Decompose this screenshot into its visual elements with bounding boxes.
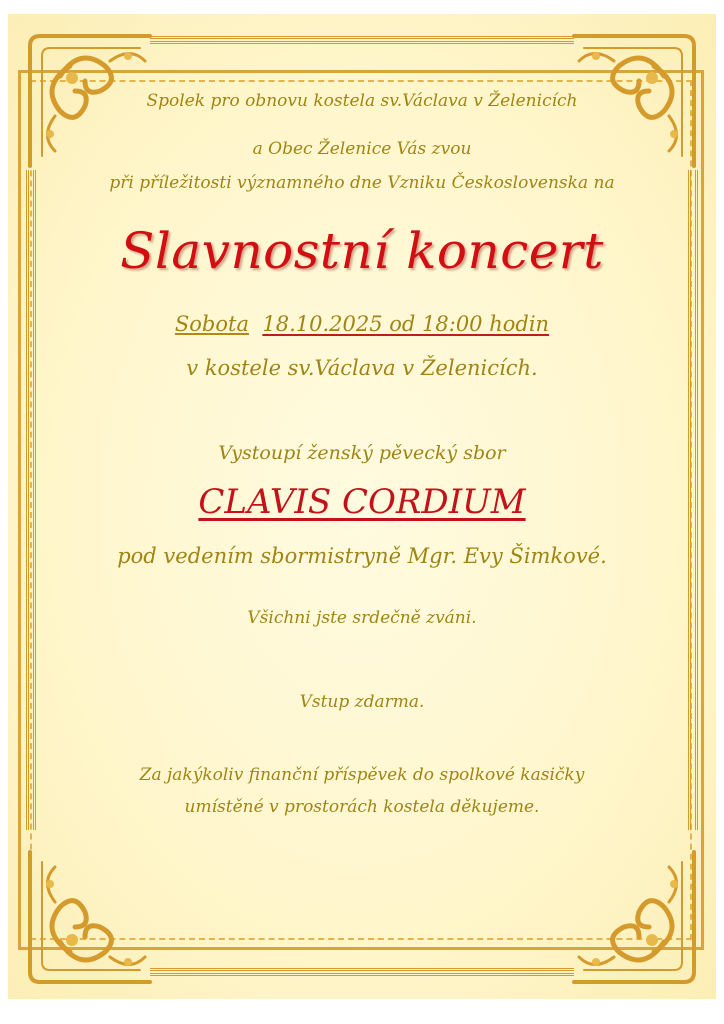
conductor-line: pod vedením sbormistryně Mgr. Evy Šimkové. [117, 544, 607, 568]
event-place: v kostele sv.Václava v Želenicích. [186, 356, 538, 380]
thanks-line-2: umístěné v prostorách kostela děkujeme. [184, 797, 540, 817]
event-title: Slavnostní koncert [120, 222, 604, 280]
thanks-line-1: Za jakýkoliv finanční příspěvek do spolkové kasičky [139, 765, 585, 785]
event-date [0, 312, 724, 336]
event-day: Sobota [174, 312, 249, 336]
event-datetime: 18.10.2025 od 18:00 hodin [262, 312, 550, 336]
corner-ornament-icon [10, 842, 160, 1002]
welcome-line: Všichni jste srdečně zváni. [247, 608, 477, 628]
corner-ornament-icon [564, 842, 714, 1002]
performer-intro: Vystoupí ženský pěvecký sbor [218, 442, 506, 464]
intro-line-2: a Obec Želenice Vás zvou [252, 139, 472, 159]
choir-name: CLAVIS CORDIUM [198, 482, 526, 522]
admission-line: Vstup zdarma. [299, 692, 425, 712]
frame-bottom-band [150, 968, 574, 976]
intro-line-1: Spolek pro obnovu kostela sv.Václava v Želenicích [146, 91, 578, 111]
frame-top-band [150, 36, 574, 44]
intro-line-3: při příležitosti významného dne Vzniku Československa na [109, 173, 615, 193]
